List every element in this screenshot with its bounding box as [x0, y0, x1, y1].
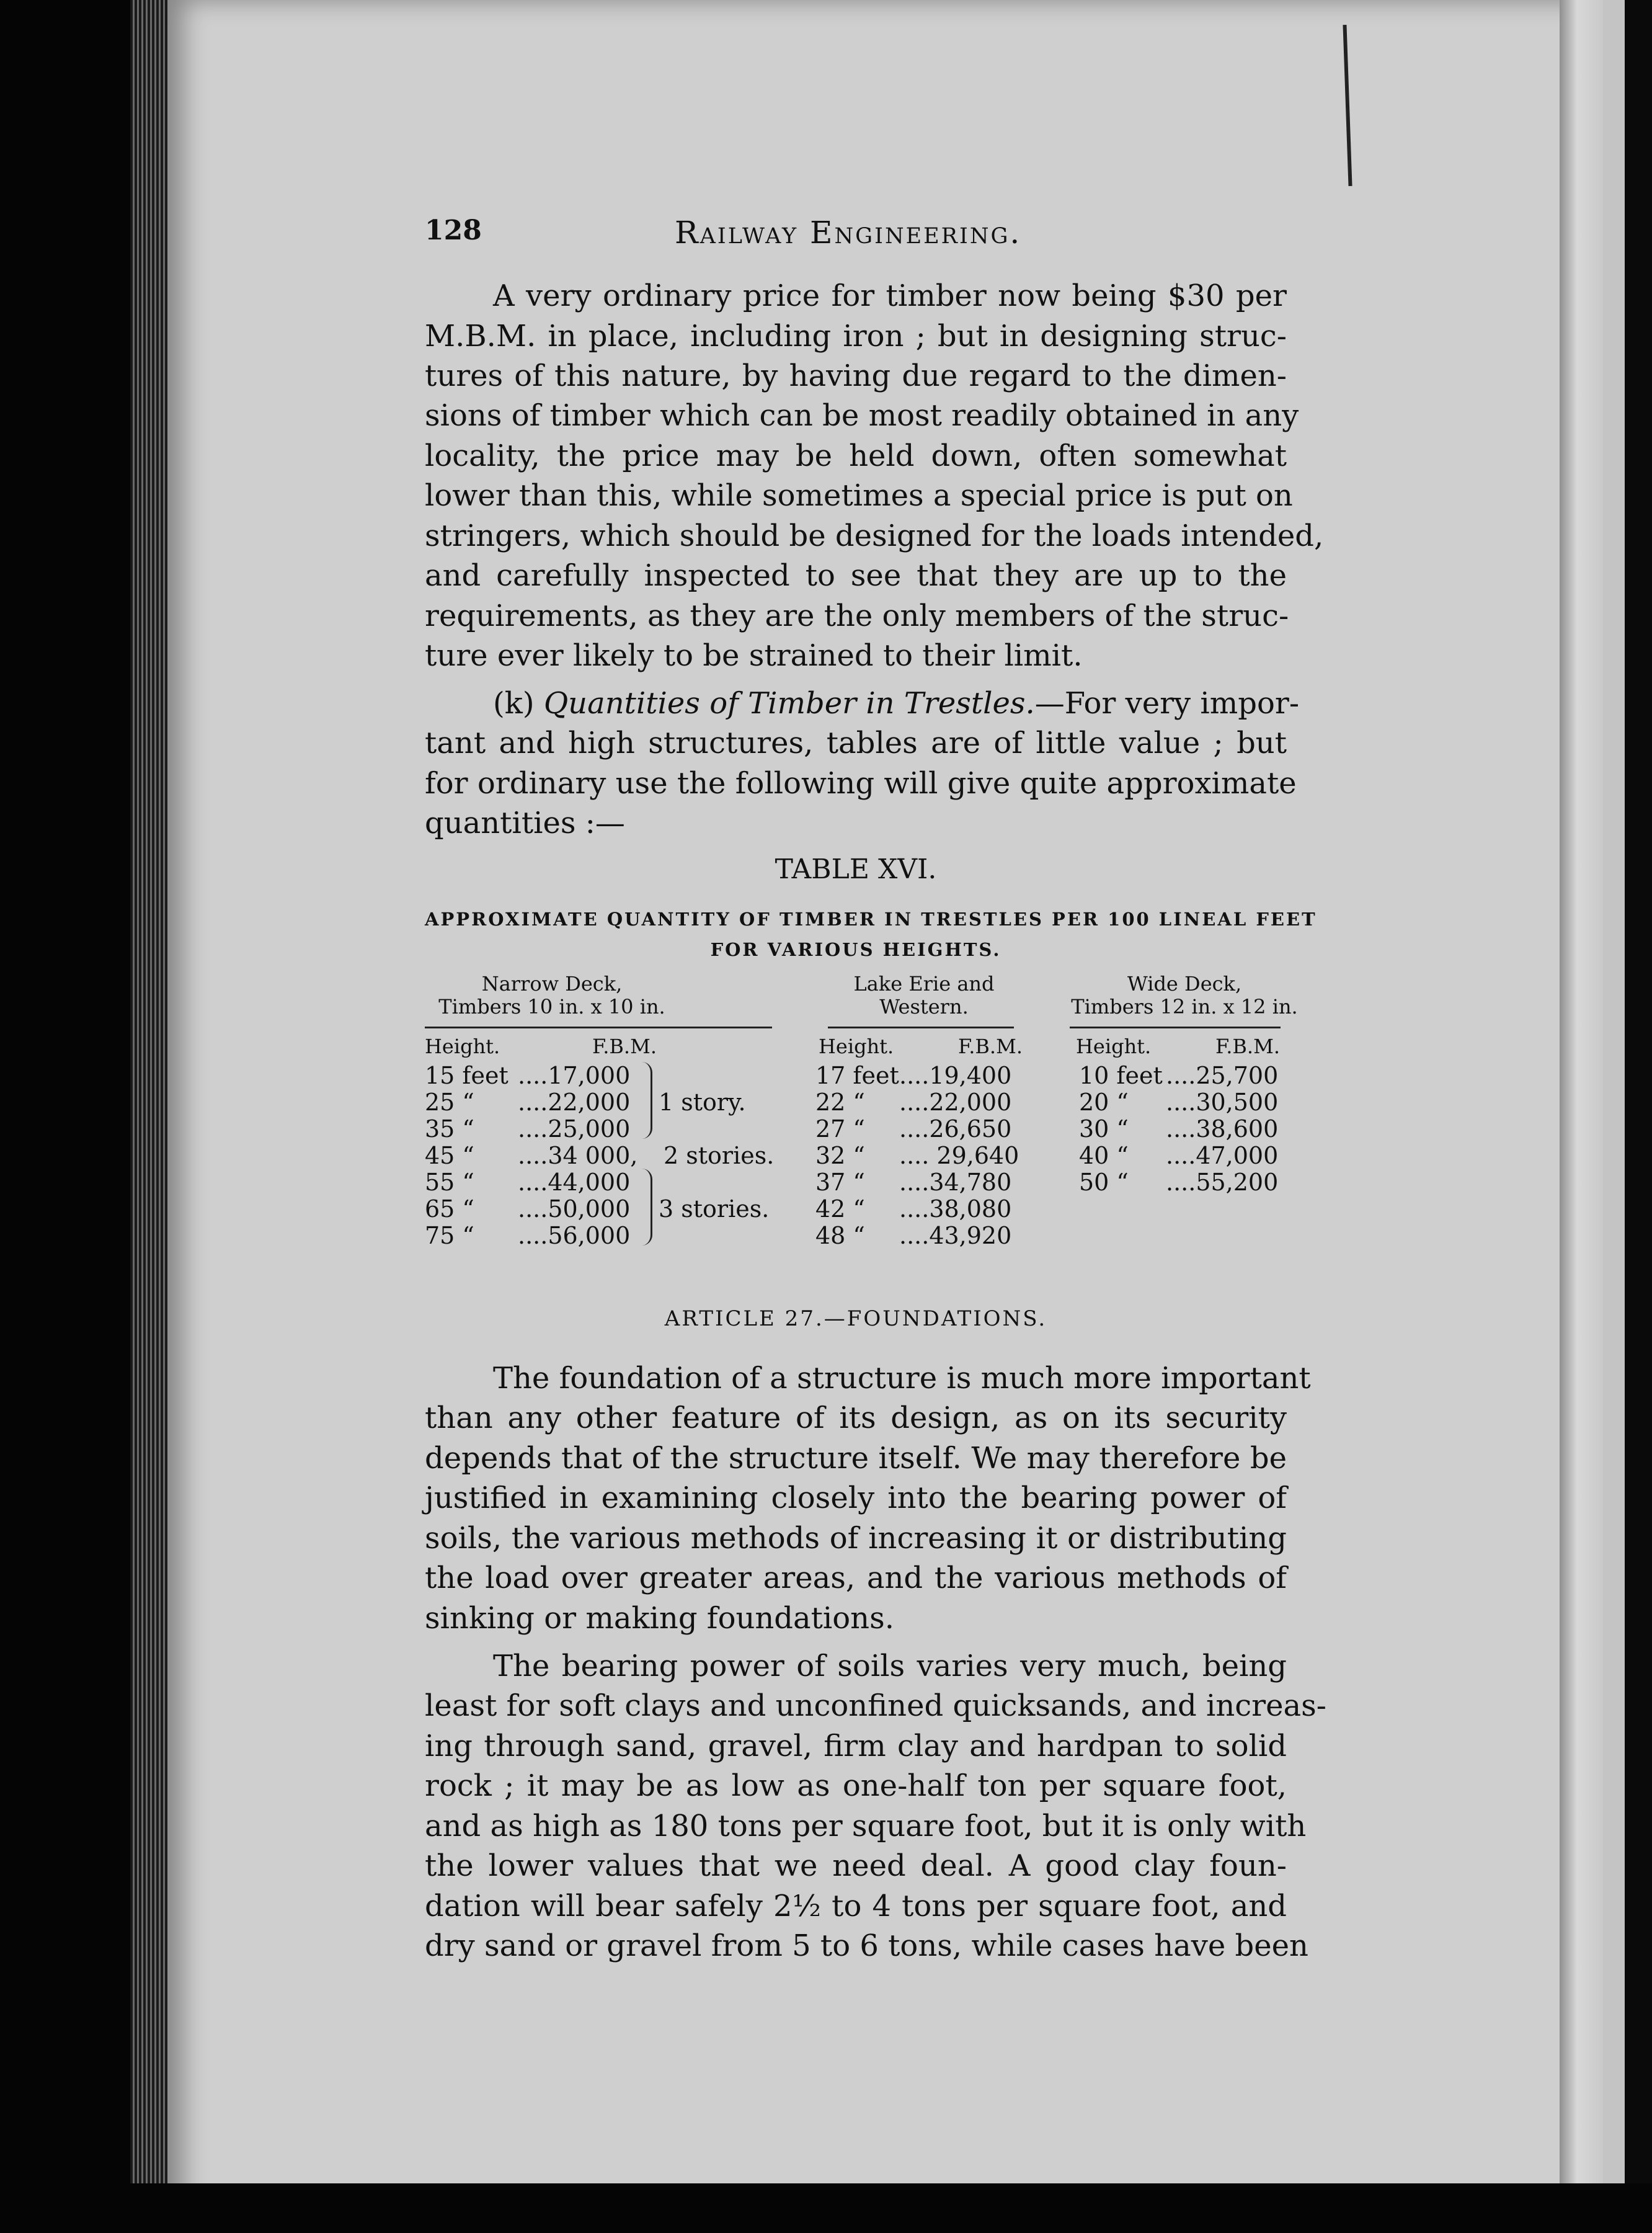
table-cell-height: 27 “ [815, 1115, 865, 1143]
height-label: Height. [819, 1035, 894, 1058]
column-brace [425, 1027, 772, 1028]
text-line: depends that of the structure itself. We may therefore be [425, 1441, 1287, 1476]
section-italic-title: Quantities of Timber in Trestles. [543, 686, 1035, 721]
text-fragment: —For very impor- [1034, 686, 1300, 721]
table-cell-fbm: ....34,780 [899, 1169, 1012, 1196]
text-line: stringers, which should be designed for the loads intended, [425, 519, 1324, 553]
table-cell-height: 20 “ [1079, 1089, 1129, 1116]
table-cell-height: 50 “ [1079, 1169, 1129, 1196]
text-line: ture ever likely to be strained to their limit. [425, 638, 1083, 673]
text-line: M.B.M. in place, including iron ; but in designing struc- [425, 319, 1287, 354]
story-label: 3 stories. [659, 1195, 770, 1223]
text-line: lower than this, while sometimes a special price is put on [425, 478, 1293, 513]
story-label: 2 stories. [664, 1142, 775, 1169]
page-number: 128 [425, 215, 482, 246]
table-cell-fbm: ....26,650 [899, 1115, 1012, 1143]
column-header-line: Timbers 10 in. x 10 in. [438, 994, 665, 1018]
text-line: than any other feature of its design, as on its security [425, 1401, 1287, 1435]
table-cell-height: 17 feet [815, 1062, 899, 1089]
column-header-line: Narrow Deck, [481, 972, 623, 996]
table-cell-height: 10 feet [1079, 1062, 1163, 1089]
table-cell-fbm: ....38,080 [899, 1195, 1012, 1223]
text-line: tant and high structures, tables are of little value ; but [425, 726, 1287, 760]
table-cell-fbm: ....47,000 [1166, 1142, 1279, 1169]
table-heading: FOR VARIOUS HEIGHTS. [710, 939, 1001, 960]
column-header-lake-erie [800, 973, 1048, 1018]
story-brace [642, 1169, 652, 1246]
table-cell-fbm: ....22,000 [899, 1089, 1012, 1116]
table-cell-fbm: ....44,000 [518, 1169, 631, 1196]
table-cell-fbm: ....55,200 [1166, 1169, 1279, 1196]
section-label: (k) [493, 686, 535, 721]
text-line: for ordinary use the following will give quite approximate [425, 766, 1297, 801]
table-cell-height: 65 “ [425, 1195, 474, 1223]
table-cell-fbm: ....17,000 [518, 1062, 631, 1089]
column-header-line: Wide Deck, [1127, 972, 1242, 996]
text-line: the lower values that we need deal. A good clay foun- [425, 1848, 1287, 1883]
fbm-label: F.B.M. [958, 1035, 1023, 1058]
table-title: TABLE XVI. [775, 854, 937, 885]
text-line: and as high as 180 tons per square foot, but it is only with [425, 1809, 1307, 1843]
column-brace [1070, 1027, 1281, 1028]
table-cell-fbm: ....50,000 [518, 1195, 631, 1223]
column-header-wide-deck [1060, 973, 1308, 1018]
table-cell-fbm: ....25,000 [518, 1115, 631, 1143]
text-line: The bearing power of soils varies very much, being [493, 1649, 1287, 1683]
table-cell-height: 25 “ [425, 1089, 474, 1116]
height-label: Height. [1076, 1035, 1152, 1058]
table-cell-height: 42 “ [815, 1195, 865, 1223]
table-cell-height: 75 “ [425, 1222, 474, 1249]
table-cell-height: 37 “ [815, 1169, 865, 1196]
text-line: quantities :— [425, 806, 625, 840]
fbm-label: F.B.M. [592, 1035, 657, 1058]
table-cell-fbm: ....43,920 [899, 1222, 1012, 1249]
text-line: the load over greater areas, and the various methods of [425, 1561, 1287, 1595]
text-line: rock ; it may be as low as one-half ton per square foot, [425, 1768, 1287, 1803]
table-cell-fbm: ....56,000 [518, 1222, 631, 1249]
column-header-line: Lake Erie and [853, 972, 995, 996]
table-cell-height: 30 “ [1079, 1115, 1129, 1143]
page-stack-edges [130, 0, 167, 2183]
scan-right-edge [1625, 0, 1652, 2233]
text-line: soils, the various methods of increasing it or distributing [425, 1521, 1287, 1556]
table-cell-height: 35 “ [425, 1115, 474, 1143]
text-line: justified in examining closely into the bearing power of [425, 1481, 1287, 1515]
table-cell-fbm: ....38,600 [1166, 1115, 1279, 1143]
text-line: A very ordinary price for timber now being $30 per [493, 279, 1287, 313]
column-brace [828, 1027, 1014, 1028]
text-line: dation will bear safely 2½ to 4 tons per square foot, and [425, 1889, 1287, 1923]
running-title: Railway Engineering. [675, 215, 1022, 251]
text-line: dry sand or gravel from 5 to 6 tons, while cases have been [425, 1928, 1308, 1963]
text-line: The foundation of a structure is much more important [493, 1361, 1311, 1396]
table-cell-height: 45 “ [425, 1142, 474, 1169]
text-line: sions of timber which can be most readily obtained in any [425, 398, 1299, 433]
table-cell-height: 32 “ [815, 1142, 865, 1169]
table-cell-height: 22 “ [815, 1089, 865, 1116]
table-cell-fbm: ....34 000, [518, 1142, 638, 1169]
table-cell-fbm: ....19,400 [899, 1062, 1012, 1089]
table-cell-fbm: ....30,500 [1166, 1089, 1279, 1116]
table-heading: APPROXIMATE QUANTITY OF TIMBER IN TRESTLES PER 100 LINEAL FEET [425, 909, 1317, 930]
story-brace [642, 1062, 652, 1139]
column-header-line: Western. [879, 994, 969, 1018]
table-cell-height: 48 “ [815, 1222, 865, 1249]
column-header-narrow-deck [428, 973, 676, 1018]
table-cell-fbm: .... 29,640 [899, 1142, 1019, 1169]
table-cell-fbm: ....22,000 [518, 1089, 631, 1116]
text-line: ing through sand, gravel, firm clay and hardpan to solid [425, 1729, 1287, 1763]
table-cell-fbm: ....25,700 [1166, 1062, 1279, 1089]
scan-bottom-edge [0, 2183, 1652, 2233]
table-cell-height: 55 “ [425, 1169, 474, 1196]
text-line: least for soft clays and unconfined quicksands, and increas- [425, 1688, 1326, 1723]
text-line: sinking or making foundations. [425, 1601, 894, 1636]
text-line: tures of this nature, by having due regard to the dimen- [425, 359, 1287, 393]
column-header-line: Timbers 12 in. x 12 in. [1071, 994, 1298, 1018]
text-line: locality, the price may be held down, often somewhat [425, 439, 1287, 473]
height-label: Height. [425, 1035, 500, 1058]
text-line [493, 686, 1300, 721]
story-label: 1 story. [659, 1089, 746, 1116]
article-title: ARTICLE 27.—FOUNDATIONS. [664, 1306, 1047, 1331]
table-cell-height: 15 feet [425, 1062, 508, 1089]
book-gutter [1560, 0, 1603, 2233]
text-line: and carefully inspected to see that they are up to the [425, 558, 1287, 593]
text-line: requirements, as they are the only members of the struc- [425, 599, 1289, 633]
fbm-label: F.B.M. [1215, 1035, 1281, 1058]
table-cell-height: 40 “ [1079, 1142, 1129, 1169]
